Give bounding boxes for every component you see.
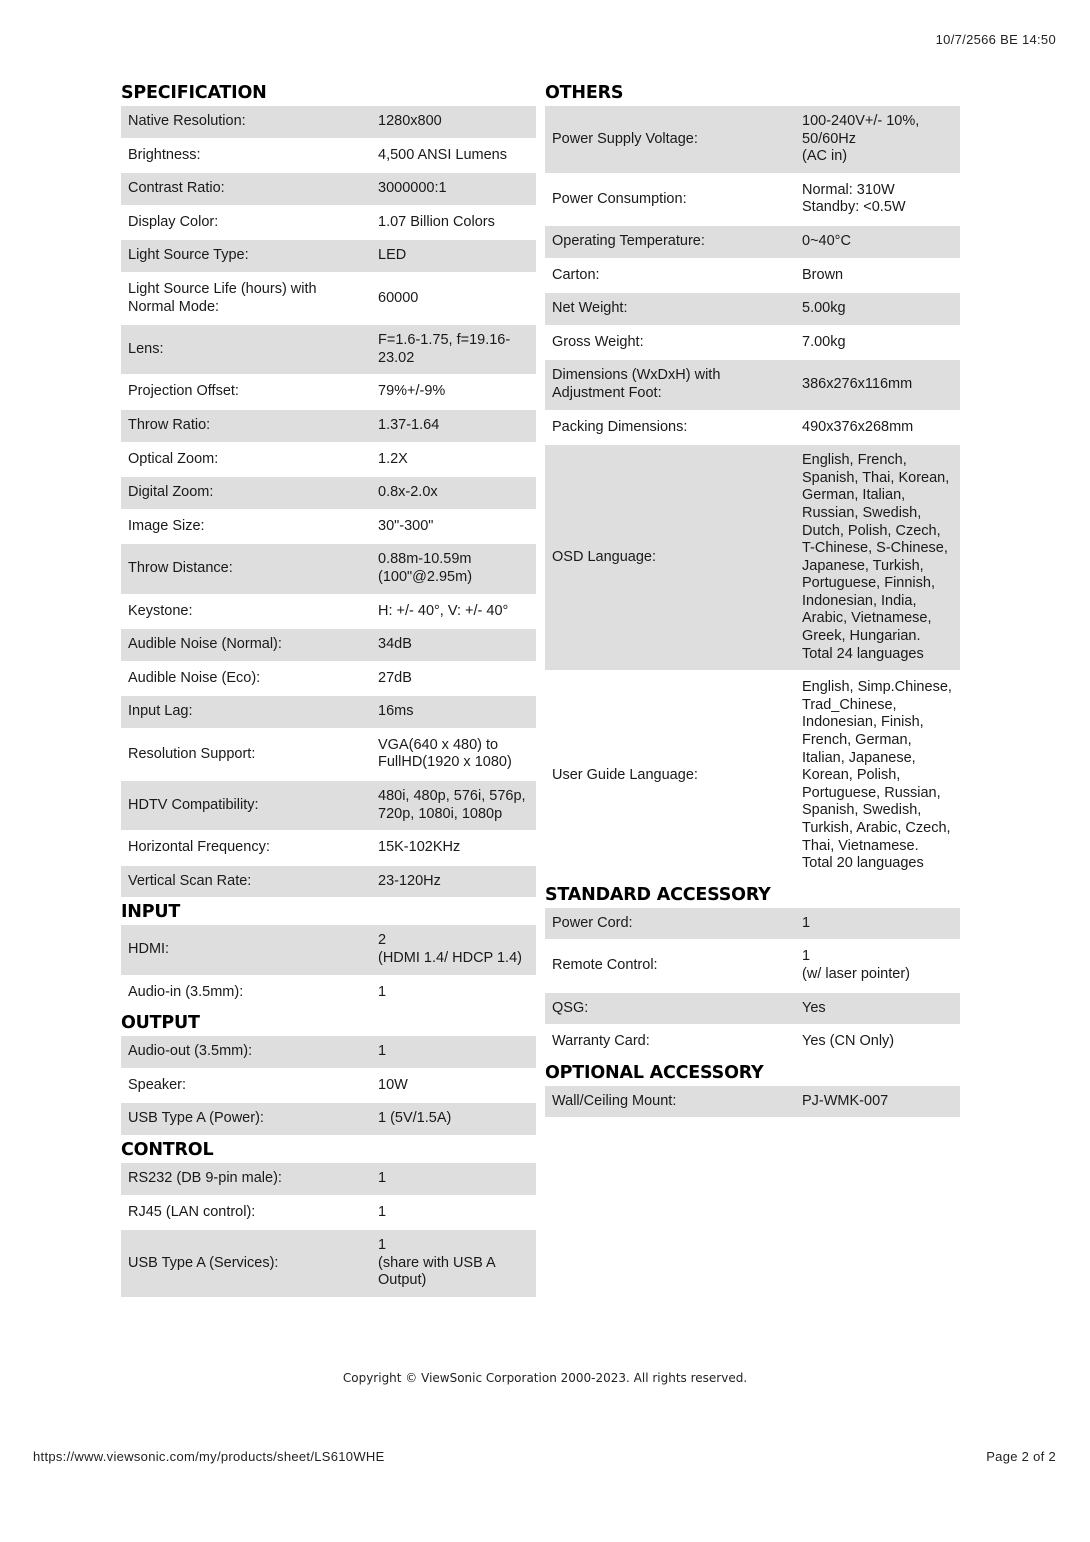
spec-label: Audible Noise (Eco): [121,662,371,696]
spec-value: 1 (5V/1.5A) [371,1102,536,1136]
spec-value: 3000000:1 [371,172,536,206]
spec-value: LED [371,239,536,273]
spec-label: Remote Control: [545,940,795,991]
spec-value: 16ms [371,695,536,729]
spec-value: 0.88m-10.59m (100"@2.95m) [371,543,536,594]
spec-label: Power Supply Voltage: [545,106,795,174]
section-title-standard-accessory: STANDARD ACCESSORY [545,884,771,905]
spec-label: Dimensions (WxDxH) with Adjustment Foot: [545,359,795,410]
spec-value: 1280x800 [371,106,536,139]
spec-label: Native Resolution: [121,106,371,139]
spec-row [545,259,960,293]
spec-label: Operating Temperature: [545,225,795,259]
spec-value: 30"-300" [371,510,536,544]
spec-row [545,326,960,360]
spec-value: Yes [795,992,960,1026]
spec-label: Carton: [545,259,795,293]
spec-value: 1 (share with USB A Output) [371,1229,536,1298]
spec-row [121,925,536,975]
spec-value: Normal: 310W Standby: <0.5W [795,174,960,225]
spec-row [121,273,536,324]
spec-value: 34dB [371,628,536,662]
spec-row [121,239,536,273]
spec-row [121,595,536,629]
spec-label: RS232 (DB 9-pin male): [121,1163,371,1196]
spec-label: Packing Dimensions: [545,411,795,445]
spec-value: H: +/- 40°, V: +/- 40° [371,595,536,629]
spec-value: VGA(640 x 480) to FullHD(1920 x 1080) [371,729,536,780]
spec-value: English, French, Spanish, Thai, Korean, German, Italian, Russian, Swedish, Dutch, Polish, Czech, T-Chinese, S-Chinese, Japanese, Turkish, Portuguese, Finnish, Indonesian, India, Arabic, Vietnamese, Greek, Hungarian. Total 24 languages [795,444,960,671]
spec-label: Display Color: [121,206,371,240]
spec-table-standard-accessory [545,908,960,1060]
section-title-optional-accessory: OPTIONAL ACCESSORY [545,1062,764,1083]
spec-label: Audible Noise (Normal): [121,628,371,662]
spec-label: Power Cord: [545,908,795,941]
spec-label: Resolution Support: [121,729,371,780]
spec-label: RJ45 (LAN control): [121,1196,371,1230]
spec-row [545,359,960,410]
section-title-control: CONTROL [121,1140,214,1160]
spec-label: OSD Language: [545,444,795,671]
spec-value: 1 [795,908,960,941]
spec-row [121,206,536,240]
spec-value: 23-120Hz [371,865,536,899]
spec-label: HDMI: [121,925,371,975]
section-title-output: OUTPUT [121,1013,200,1034]
spec-row [121,1196,536,1230]
spec-row [545,106,960,174]
spec-row [121,1069,536,1103]
spec-row [121,976,536,1010]
spec-row [121,729,536,780]
spec-value: 5.00kg [795,292,960,326]
spec-value: 100-240V+/- 10%, 50/60Hz (AC in) [795,106,960,174]
spec-value: 480i, 480p, 576i, 576p, 720p, 1080i, 1080p [371,780,536,831]
spec-value: 0~40°C [795,225,960,259]
spec-value: English, Simp.Chinese, Trad_Chinese, Indonesian, Finish, French, German, Italian, Japanese, Korean, Polish, Portuguese, Russian, Spanish, Swedish, Turkish, Arabic, Czech, Thai, Vietnamese. Total 20 languages [795,671,960,881]
spec-row [545,940,960,991]
spec-row [121,510,536,544]
spec-value: Brown [795,259,960,293]
spec-label: Audio-in (3.5mm): [121,976,371,1010]
spec-label: Vertical Scan Rate: [121,865,371,899]
spec-value: 79%+/-9% [371,375,536,409]
spec-value: 1 (w/ laser pointer) [795,940,960,991]
spec-label: Audio-out (3.5mm): [121,1036,371,1069]
spec-label: Digital Zoom: [121,476,371,510]
spec-label: USB Type A (Services): [121,1229,371,1298]
spec-row [545,1025,960,1059]
spec-value: 1 [371,1196,536,1230]
spec-row [545,292,960,326]
spec-table-specification [121,106,536,899]
spec-value: 7.00kg [795,326,960,360]
spec-value: 386x276x116mm [795,359,960,410]
copyright-notice: Copyright © ViewSonic Corporation 2000-2023. All rights reserved. [342,1371,748,1385]
section-title-others: OTHERS [545,83,624,103]
spec-row [121,476,536,510]
spec-value: 1 [371,1163,536,1196]
spec-label: Throw Distance: [121,543,371,594]
spec-label: Brightness: [121,139,371,173]
spec-value: 0.8x-2.0x [371,476,536,510]
spec-value: 1.37-1.64 [371,409,536,443]
spec-row [545,444,960,671]
spec-value: 15K-102KHz [371,831,536,865]
spec-row [121,106,536,139]
spec-row [121,324,536,375]
spec-label: QSG: [545,992,795,1026]
spec-label: User Guide Language: [545,671,795,881]
spec-row [121,865,536,899]
right-column [545,80,960,1119]
spec-value: 60000 [371,273,536,324]
spec-row [121,443,536,477]
spec-label: HDTV Compatibility: [121,780,371,831]
spec-label: Gross Weight: [545,326,795,360]
spec-value: 2 (HDMI 1.4/ HDCP 1.4) [371,925,536,975]
spec-value: 1 [371,1036,536,1069]
spec-value: 1.07 Billion Colors [371,206,536,240]
spec-row [545,908,960,941]
spec-row [121,1036,536,1069]
spec-label: Light Source Life (hours) with Normal Mode: [121,273,371,324]
spec-row [545,225,960,259]
spec-label: USB Type A (Power): [121,1102,371,1136]
spec-row [121,139,536,173]
spec-table-others [545,106,960,882]
spec-value: 10W [371,1069,536,1103]
spec-table-input [121,925,536,1010]
spec-row [121,780,536,831]
page-url: https://www.viewsonic.com/my/products/sheet/LS610WHE [33,1449,385,1464]
spec-value: 490x376x268mm [795,411,960,445]
spec-value: Yes (CN Only) [795,1025,960,1059]
spec-value: 1.2X [371,443,536,477]
print-date: 10/7/2566 BE 14:50 [935,32,1056,47]
page-number: Page 2 of 2 [986,1449,1056,1464]
spec-row [121,409,536,443]
spec-label: Image Size: [121,510,371,544]
left-column [121,80,536,1299]
spec-label: Lens: [121,324,371,375]
spec-label: Contrast Ratio: [121,172,371,206]
spec-label: Wall/Ceiling Mount: [545,1086,795,1119]
spec-row [545,1086,960,1119]
spec-label: Input Lag: [121,695,371,729]
spec-label: Optical Zoom: [121,443,371,477]
spec-value: 1 [371,976,536,1010]
spec-value: 4,500 ANSI Lumens [371,139,536,173]
spec-row [121,1229,536,1298]
spec-table-output [121,1036,536,1137]
spec-value: PJ-WMK-007 [795,1086,960,1119]
spec-row [121,831,536,865]
spec-row [121,628,536,662]
spec-row [121,543,536,594]
spec-label: Power Consumption: [545,174,795,225]
spec-row [545,671,960,881]
spec-label: Warranty Card: [545,1025,795,1059]
spec-row [121,1163,536,1196]
spec-row [121,695,536,729]
spec-row [121,662,536,696]
spec-row [121,375,536,409]
spec-table-control [121,1163,536,1299]
spec-label: Speaker: [121,1069,371,1103]
section-title-input: INPUT [121,902,181,923]
spec-label: Throw Ratio: [121,409,371,443]
spec-value: 27dB [371,662,536,696]
spec-label: Net Weight: [545,292,795,326]
section-title-specification: SPECIFICATION [121,83,267,103]
spec-label: Horizontal Frequency: [121,831,371,865]
spec-row [545,411,960,445]
spec-row [121,1102,536,1136]
spec-label: Light Source Type: [121,239,371,273]
spec-row [545,992,960,1026]
spec-label: Keystone: [121,595,371,629]
spec-row [545,174,960,225]
spec-table-optional-accessory [545,1086,960,1120]
spec-label: Projection Offset: [121,375,371,409]
spec-value: F=1.6-1.75, f=19.16-23.02 [371,324,536,375]
spec-row [121,172,536,206]
